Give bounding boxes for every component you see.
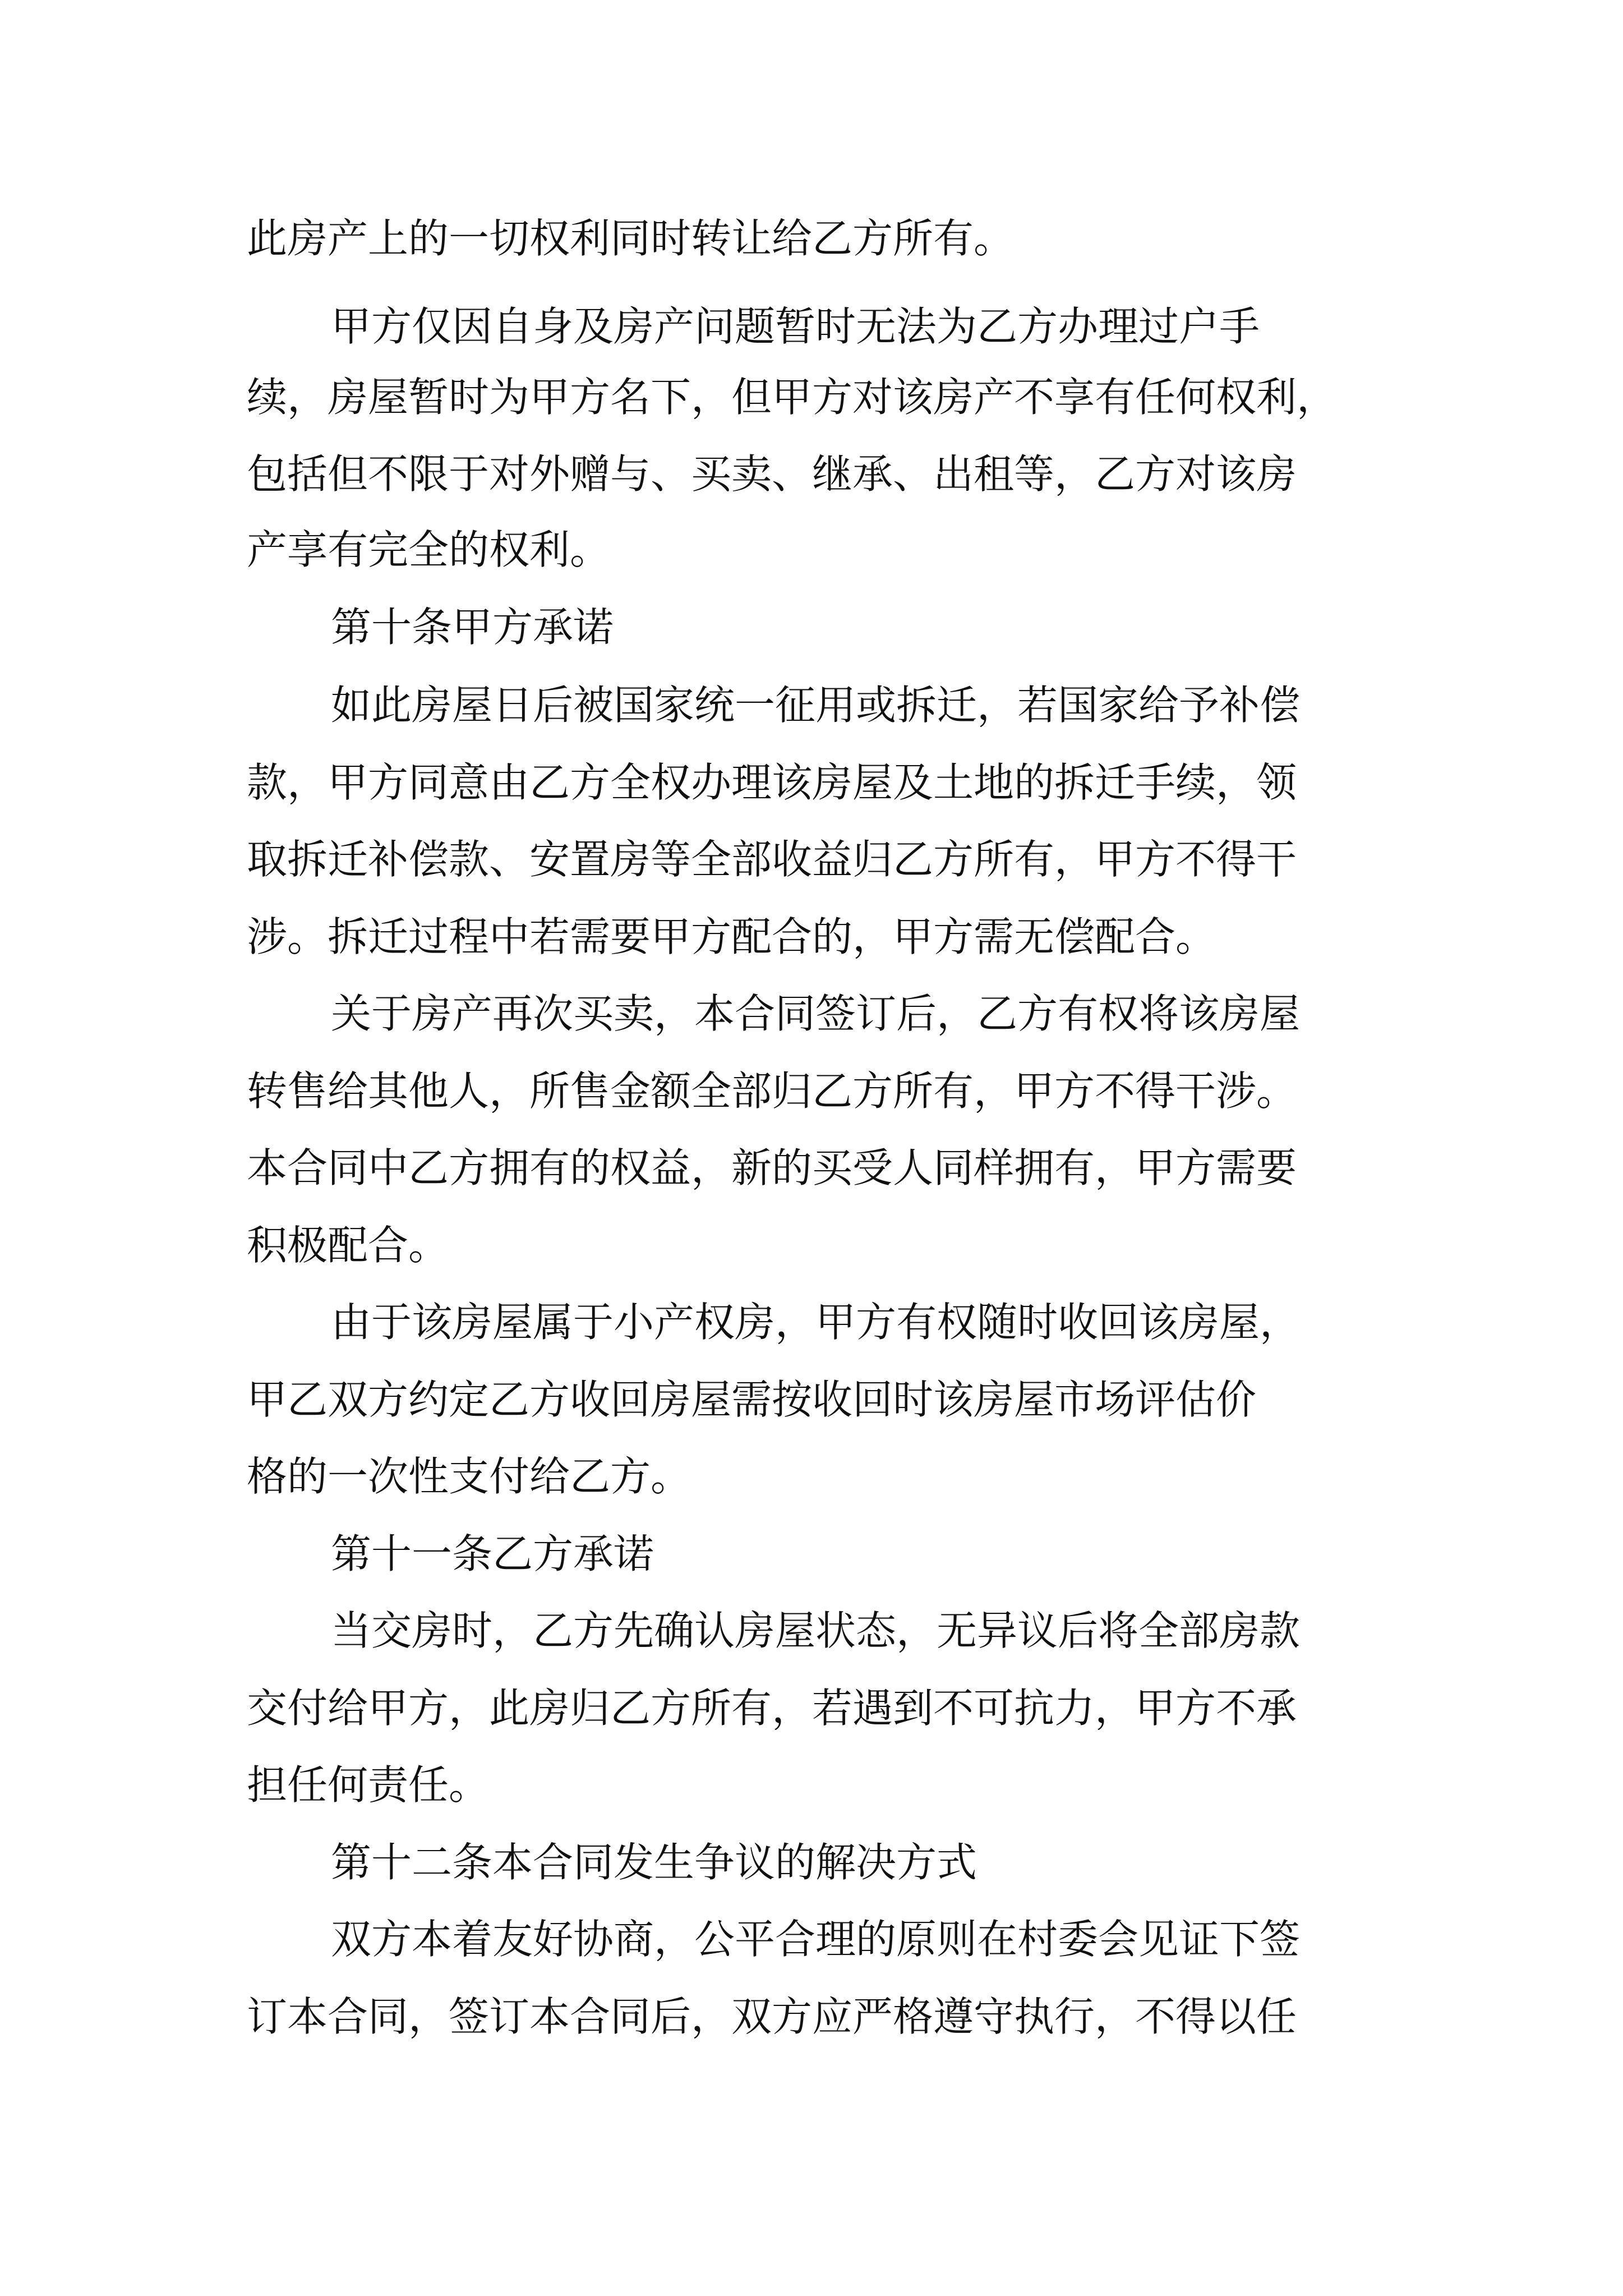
text-line: 甲方仅因自身及房产问题暂时无法为乙方办理过户手 bbox=[331, 303, 1260, 350]
section-heading: 第十一条乙方承诺 bbox=[331, 1530, 654, 1577]
text-line: 双方本着友好协商，公平合理的原则在村委会见证下签 bbox=[331, 1916, 1301, 1963]
text-line: 由于该房屋属于小产权房，甲方有权随时收回该房屋， bbox=[331, 1299, 1301, 1346]
text-line: 包括但不限于对外赠与、买卖、继承、出租等，乙方对该房 bbox=[247, 450, 1297, 498]
text-line: 取拆迁补偿款、安置房等全部收益归乙方所有，甲方不得干 bbox=[247, 836, 1297, 883]
text-line: 续，房屋暂时为甲方名下，但甲方对该房产不享有任何权利， bbox=[247, 374, 1338, 421]
text-line: 产享有完全的权利。 bbox=[247, 526, 611, 573]
text-line: 此房产上的一切权利同时转让给乙方所有。 bbox=[247, 215, 1015, 262]
text-line: 关于房产再次买卖，本合同签订后，乙方有权将该房屋 bbox=[331, 990, 1301, 1037]
text-line: 转售给其他人，所售金额全部归乙方所有，甲方不得干涉。 bbox=[247, 1068, 1297, 1115]
text-line: 涉。拆迁过程中若需要甲方配合的，甲方需无偿配合。 bbox=[247, 913, 1216, 960]
text-line: 如此房屋日后被国家统一征用或拆迁，若国家给予补偿 bbox=[331, 682, 1301, 729]
text-line: 担任何责任。 bbox=[247, 1761, 490, 1809]
text-line: 甲乙双方约定乙方收回房屋需按收回时该房屋市场评估价 bbox=[247, 1376, 1257, 1423]
text-line: 格的一次性支付给乙方。 bbox=[247, 1453, 691, 1500]
text-line: 积极配合。 bbox=[247, 1222, 449, 1269]
text-line: 款，甲方同意由乙方全权办理该房屋及土地的拆迁手续，领 bbox=[247, 759, 1297, 806]
section-heading: 第十二条本合同发生争议的解决方式 bbox=[331, 1839, 978, 1886]
text-line: 订本合同，签订本合同后，双方应严格遵守执行，不得以任 bbox=[247, 1993, 1297, 2040]
section-heading: 第十条甲方承诺 bbox=[331, 604, 614, 651]
text-line: 交付给甲方，此房归乙方所有，若遇到不可抗力，甲方不承 bbox=[247, 1685, 1297, 1732]
text-line: 当交房时，乙方先确认房屋状态，无异议后将全部房款 bbox=[331, 1607, 1301, 1654]
text-line: 本合同中乙方拥有的权益，新的买受人同样拥有，甲方需要 bbox=[247, 1144, 1297, 1191]
